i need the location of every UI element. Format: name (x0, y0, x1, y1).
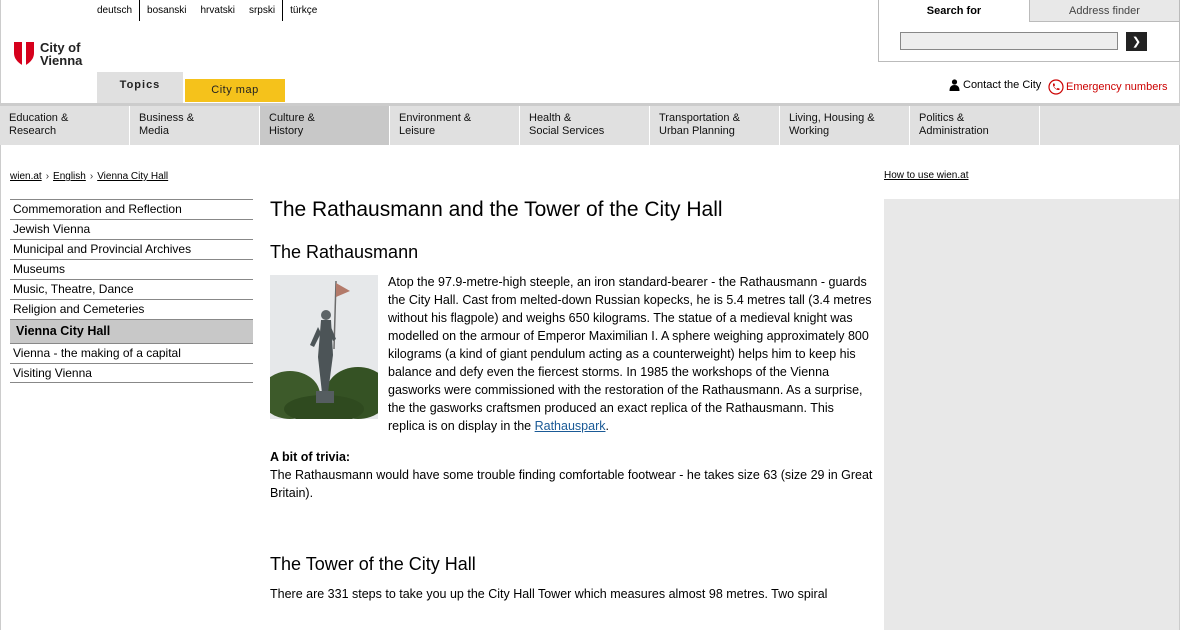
coat-of-arms-icon (13, 41, 35, 67)
sidebar-item-city-hall[interactable]: Vienna City Hall (10, 319, 253, 343)
search-box (878, 0, 1180, 62)
sidebar-item-commemoration[interactable]: Commemoration and Reflection (10, 199, 253, 219)
howto-link[interactable]: How to use wien.at (884, 170, 969, 181)
search-button[interactable] (1126, 32, 1147, 51)
emergency-label: Emergency numbers (1066, 81, 1168, 93)
nav-label: Media (139, 125, 169, 137)
contact-label: Contact the City (963, 79, 1042, 91)
nav-label: Social Services (529, 125, 605, 137)
nav-label: Health & (529, 112, 572, 124)
lang-srpski[interactable]: srpski (248, 5, 276, 16)
logo-line2: Vienna (40, 53, 83, 68)
page-title: The Rathausmann and the Tower of the City Hall (270, 198, 723, 221)
nav-label: Administration (919, 125, 989, 137)
nav-label: Working (789, 125, 830, 137)
nav-label: Research (9, 125, 57, 137)
tab-address-finder[interactable]: Address finder (1029, 0, 1180, 22)
spacer (270, 502, 873, 554)
nav-label: History (269, 125, 304, 137)
lang-turkce[interactable]: türkçe (290, 5, 318, 16)
nav-label: Living, Housing & (789, 112, 875, 124)
lang-bosanski[interactable]: bosanski (147, 5, 187, 16)
sidebar-item-visiting[interactable]: Visiting Vienna (10, 363, 253, 383)
trivia-heading: A bit of trivia: (270, 450, 351, 464)
city-logo[interactable] (13, 41, 82, 67)
nav-item-living[interactable] (780, 106, 910, 145)
section-title-tower: The Tower of the City Hall (270, 554, 476, 574)
emergency-link[interactable] (1048, 79, 1168, 95)
sidebar-item-jewish-vienna[interactable]: Jewish Vienna (10, 219, 253, 239)
chevron-right-icon: › (45, 171, 50, 182)
tab-topics[interactable]: Topics (97, 72, 183, 104)
sidebar-item-capital[interactable]: Vienna - the making of a capital (10, 343, 253, 363)
rathausmann-photo (270, 275, 378, 419)
rathauspark-link[interactable]: Rathauspark (534, 419, 606, 433)
breadcrumb (10, 171, 168, 182)
section-title-rathausmann: The Rathausmann (270, 242, 419, 262)
paragraph-text: . (605, 419, 609, 433)
paragraph-tower: There are 331 steps to take you up the City Hall Tower which measures almost 98 metres. Two spiral (270, 587, 828, 601)
logo-line1: City of (40, 40, 81, 55)
paragraph-text: Atop the 97.9-metre-high steeple, an iron standard-bearer - the Rathausmann - guards the City Hall. Cast from melted-down Russian kopecks, he is 5.4 metres tall (3.4 metres without his flagpole) and weighs 650 kilograms. The statue of a medieval knight was modelled on the armour of Emperor Maximilian I. A sphere weighing approximately 800 kilograms (a kind of giant pendulum acting as a counterweight) helps him to keep his balance and defy even the fiercest storms. In 1985 the workshops of the Vienna gasworks were commissioned with the restoration of the Rathausmann. As a surprise, the the gasworks craftsmen produced an exact replica of the Rathausmann. This replica is on display in the (388, 275, 872, 433)
person-icon (949, 79, 960, 91)
right-panel (884, 199, 1179, 630)
breadcrumb-item[interactable]: wien.at (10, 171, 42, 182)
nav-item-education[interactable] (0, 106, 130, 145)
sidebar-item-museums[interactable]: Museums (10, 259, 253, 279)
main-content (270, 195, 873, 603)
search-input[interactable] (900, 32, 1118, 50)
lang-deutsch[interactable]: deutsch (97, 5, 133, 16)
contact-link[interactable] (949, 79, 1041, 91)
sidebar-item-music[interactable]: Music, Theatre, Dance (10, 279, 253, 299)
nav-item-health[interactable] (520, 106, 650, 145)
logo-text (40, 41, 82, 67)
nav-item-transportation[interactable] (650, 106, 780, 145)
nav-label: Leisure (399, 125, 436, 137)
chevron-right-icon: ❯ (1131, 36, 1142, 48)
tab-search-for[interactable]: Search for (926, 5, 982, 17)
breadcrumb-item[interactable]: Vienna City Hall (97, 171, 169, 182)
main-nav (0, 103, 1180, 145)
breadcrumb-item[interactable]: English (53, 171, 86, 182)
trivia-text: The Rathausmann would have some trouble finding comfortable footwear - he takes size 63 (size 29 in Great Britain). (270, 468, 873, 500)
rathausmann-image (270, 275, 378, 419)
phone-icon (1048, 79, 1064, 95)
nav-label: Environment & (399, 112, 472, 124)
lang-hrvatski[interactable]: hrvatski (200, 5, 235, 16)
sidebar-item-archives[interactable]: Municipal and Provincial Archives (10, 239, 253, 259)
nav-label: Education & (9, 112, 69, 124)
nav-label: Culture & (269, 112, 315, 124)
nav-item-environment[interactable] (390, 106, 520, 145)
sidebar (10, 199, 253, 383)
sidebar-item-religion[interactable]: Religion and Cemeteries (10, 299, 253, 319)
nav-item-business[interactable] (130, 106, 260, 145)
nav-label: Urban Planning (659, 125, 735, 137)
nav-item-culture[interactable] (260, 106, 390, 145)
nav-label: Business & (139, 112, 195, 124)
nav-item-politics[interactable] (910, 106, 1040, 145)
nav-label: Transportation & (659, 112, 740, 124)
language-bar (90, 0, 324, 21)
chevron-right-icon: › (89, 171, 94, 182)
nav-label: Politics & (919, 112, 965, 124)
tab-city-map[interactable]: City map (185, 79, 285, 102)
